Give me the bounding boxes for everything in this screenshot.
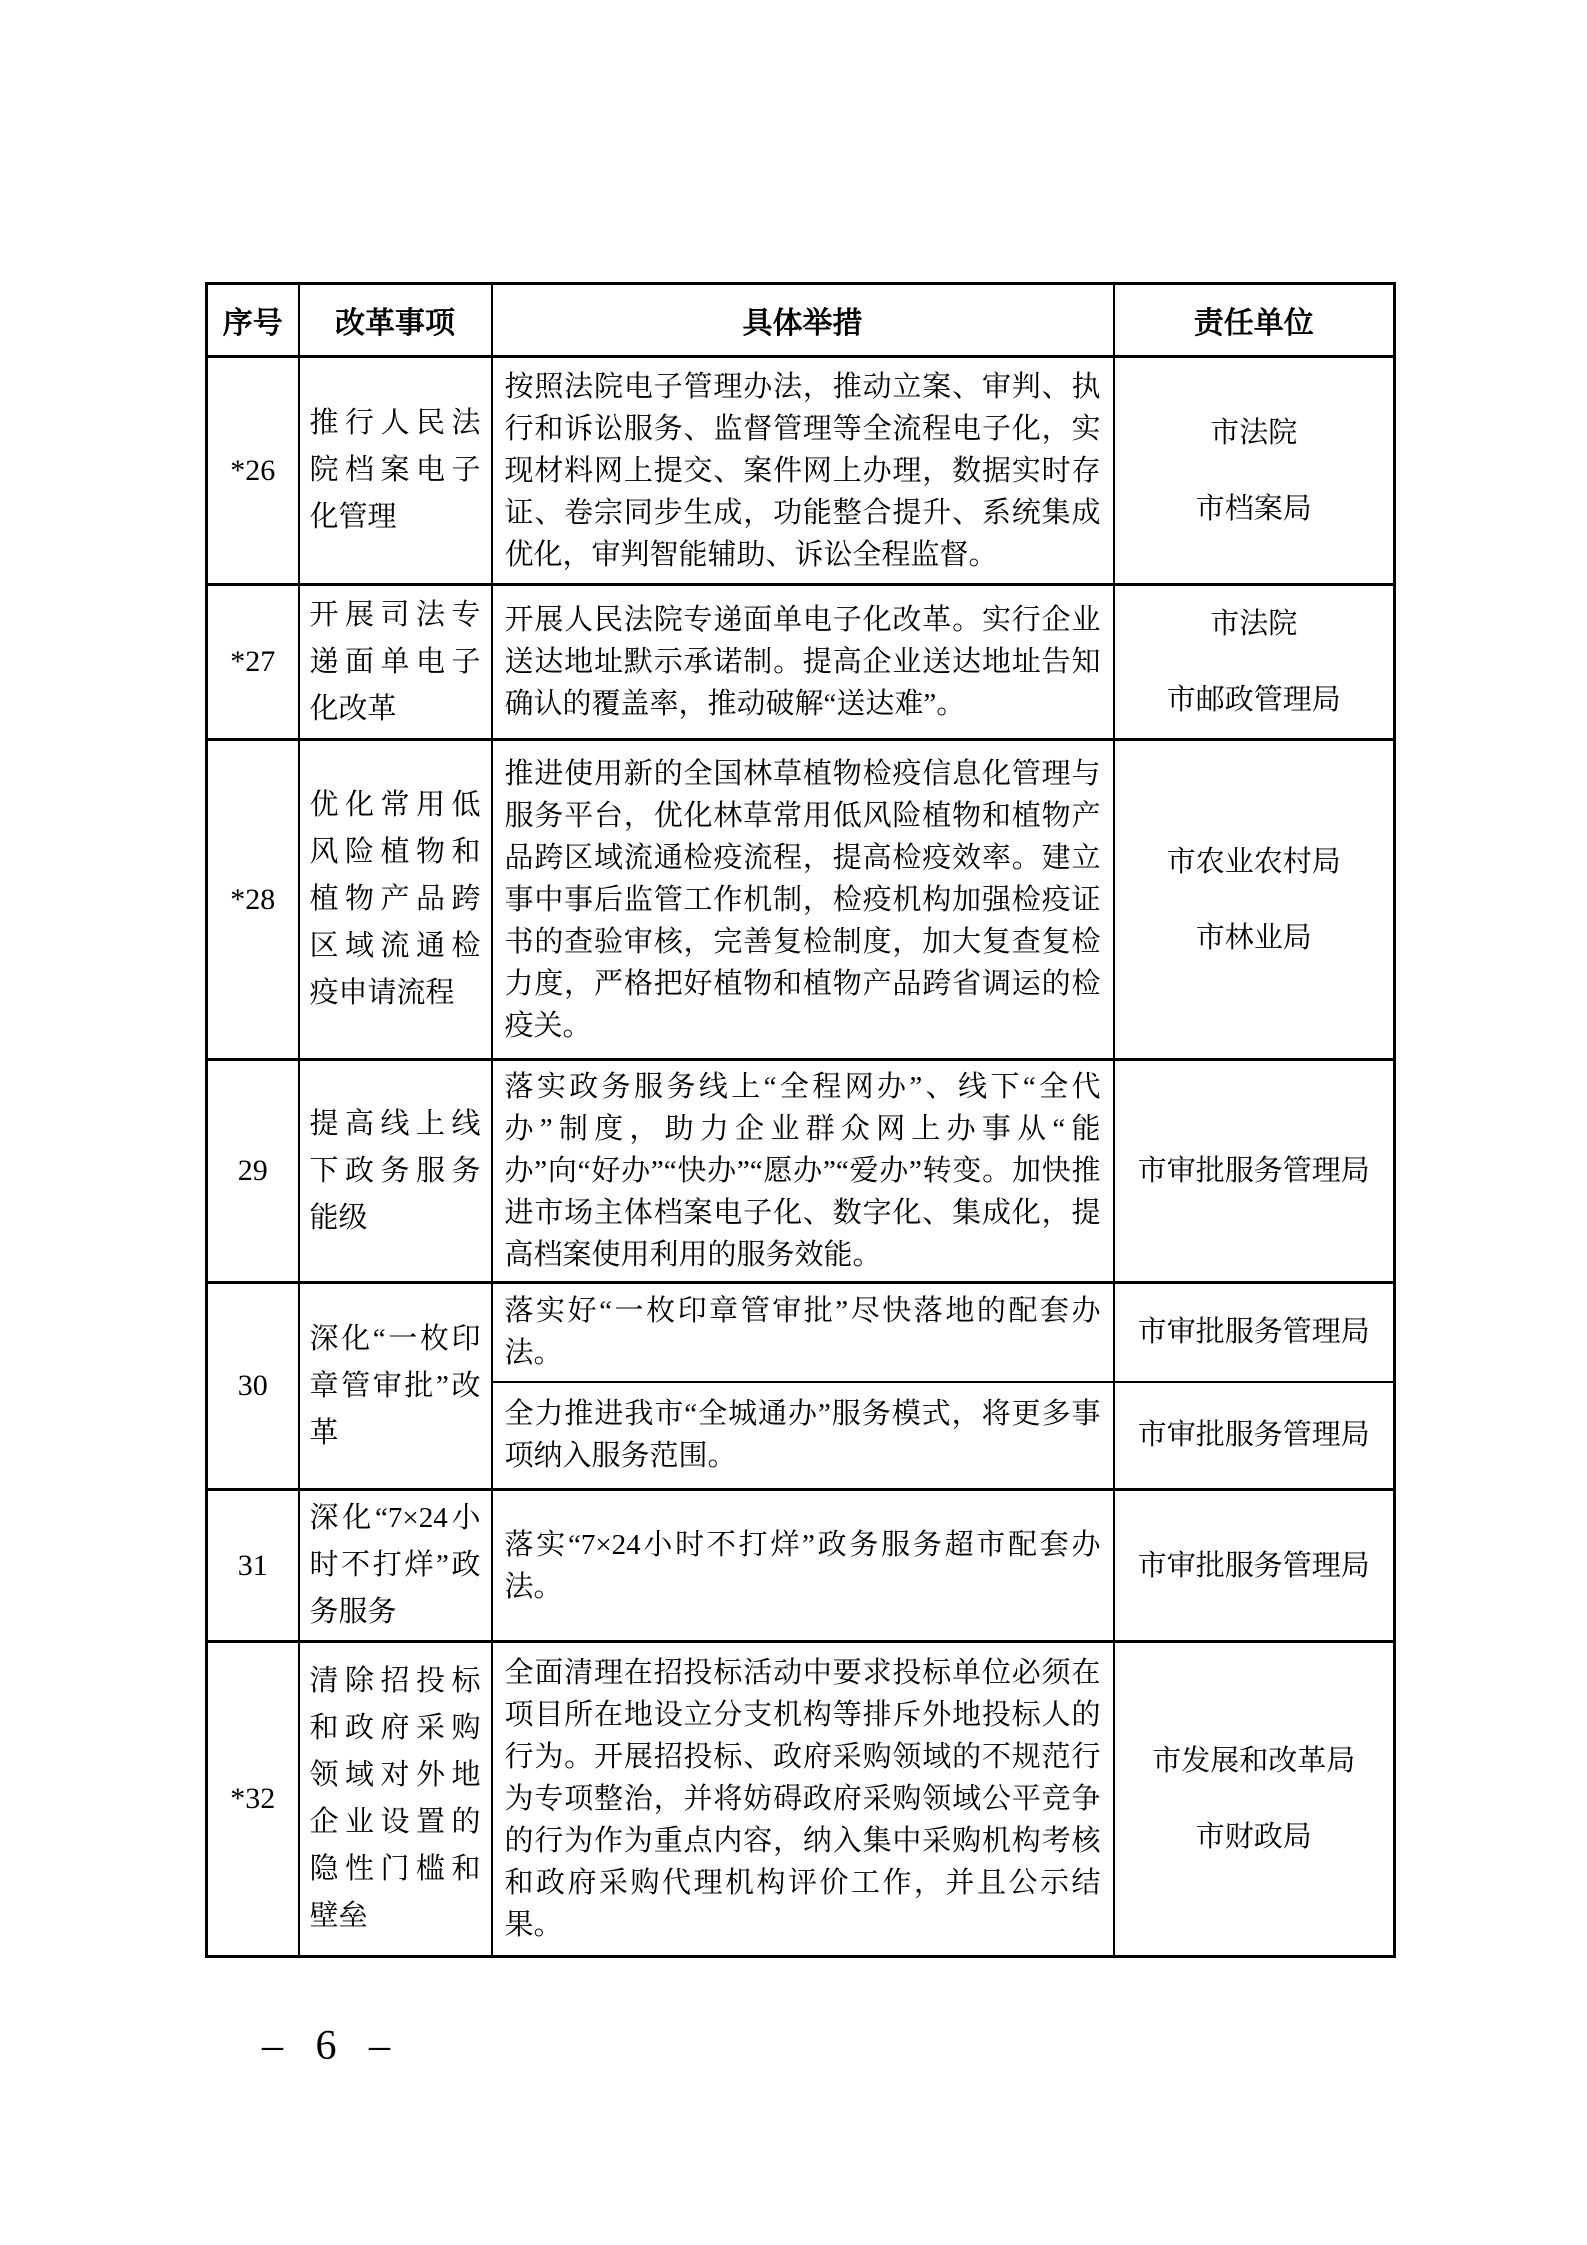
unit-name: 市法院 [1210,416,1298,449]
reform-item: 深化“一枚印章管审批”改革 [299,1283,492,1490]
measure-text: 落实政务服务线上“全程网办”、线下“全代办”制度，助力企业群众网上办事从“能办”向“好办”“快办”“愿办”“爱办”转变。加快推进市场主体档案电子化、数字化、集成化，提高档案使用利用的服务效能。 [492,1060,1114,1283]
unit-name: 市发展和改革局 [1152,1745,1356,1777]
unit-name: 市审批服务管理局 [1137,1316,1370,1349]
reform-item: 清除招投标和政府采购领域对外地企业设置的隐性门槛和壁垒 [299,1642,492,1957]
table-row [207,1490,1395,1642]
unit-name: 市财政局 [1195,1821,1312,1853]
reform-item: 提高线上线下政务服务能级 [299,1060,492,1283]
page-number: – 6 – [262,2023,392,2069]
measure-text: 全力推进我市“全城通办”服务模式，将更多事项纳入服务范围。 [492,1382,1114,1490]
reform-item: 推行人民法院档案电子化管理 [299,357,492,585]
unit-name: 市审批服务管理局 [1137,1419,1370,1452]
row-number: 29 [207,1060,299,1283]
unit-name: 市档案局 [1195,492,1312,525]
table-header-row [207,284,1395,357]
table-row [207,585,1395,740]
measure-text: 落实“7×24小时不打烊”政务服务超市配套办法。 [492,1490,1114,1642]
reform-item: 开展司法专递面单电子化改革 [299,585,492,740]
row-number: 31 [207,1490,299,1642]
unit-name: 市审批服务管理局 [1137,1549,1370,1582]
reform-measures-table [205,282,1396,1958]
responsible-units [1114,1283,1395,1382]
header-cell-unit: 责任单位 [1114,284,1395,357]
responsible-units [1114,1490,1395,1642]
measure-text: 全面清理在招投标活动中要求投标单位必须在项目所在地设立分支机构等排斥外地投标人的行为。开展招投标、政府采购领域的不规范行为专项整治，并将妨碍政府采购领域公平竞争的行为作为重点内容，纳入集中采购机构考核和政府采购代理机构评价工作，并且公示结果。 [492,1642,1114,1957]
header-cell-measure: 具体举措 [492,284,1114,357]
unit-name: 市法院 [1210,608,1298,640]
row-number: *27 [207,585,299,740]
table-row [207,357,1395,585]
row-number: *28 [207,740,299,1060]
measure-text: 推进使用新的全国林草植物检疫信息化管理与服务平台，优化林草常用低风险植物和植物产品跨区域流通检疫流程，提高检疫效率。建立事中事后监管工作机制，检疫机构加强检疫证书的查验审核，完善复检制度，加大复查复检力度，严格把好植物和植物产品跨省调运的检疫关。 [492,740,1114,1060]
unit-name: 市审批服务管理局 [1137,1155,1370,1187]
reform-item: 深化“7×24小时不打烊”政务服务 [299,1490,492,1642]
unit-name: 市林业局 [1195,921,1312,954]
responsible-units [1114,1642,1395,1957]
row-number: *26 [207,357,299,585]
row-number: 30 [207,1283,299,1490]
unit-name: 市农业农村局 [1166,845,1341,878]
measure-text: 按照法院电子管理办法，推动立案、审判、执行和诉讼服务、监督管理等全流程电子化，实现材料网上提交、案件网上办理，数据实时存证、卷宗同步生成，功能整合提升、系统集成优化，审判智能辅助、诉讼全程监督。 [492,357,1114,585]
responsible-units [1114,585,1395,740]
table-row [207,1060,1395,1283]
reform-item: 优化常用低风险植物和植物产品跨区域流通检疫申请流程 [299,740,492,1060]
responsible-units [1114,357,1395,585]
responsible-units [1114,1382,1395,1490]
responsible-units [1114,740,1395,1060]
header-cell-item: 改革事项 [299,284,492,357]
row-number: *32 [207,1642,299,1957]
unit-name: 市邮政管理局 [1166,684,1341,716]
table-row [207,1283,1395,1382]
table-row [207,740,1395,1060]
table-row [207,1642,1395,1957]
measure-text: 落实好“一枚印章管审批”尽快落地的配套办法。 [492,1283,1114,1382]
measure-text: 开展人民法院专递面单电子化改革。实行企业送达地址默示承诺制。提高企业送达地址告知确认的覆盖率，推动破解“送达难”。 [492,585,1114,740]
responsible-units [1114,1060,1395,1283]
header-cell-no: 序号 [207,284,299,357]
